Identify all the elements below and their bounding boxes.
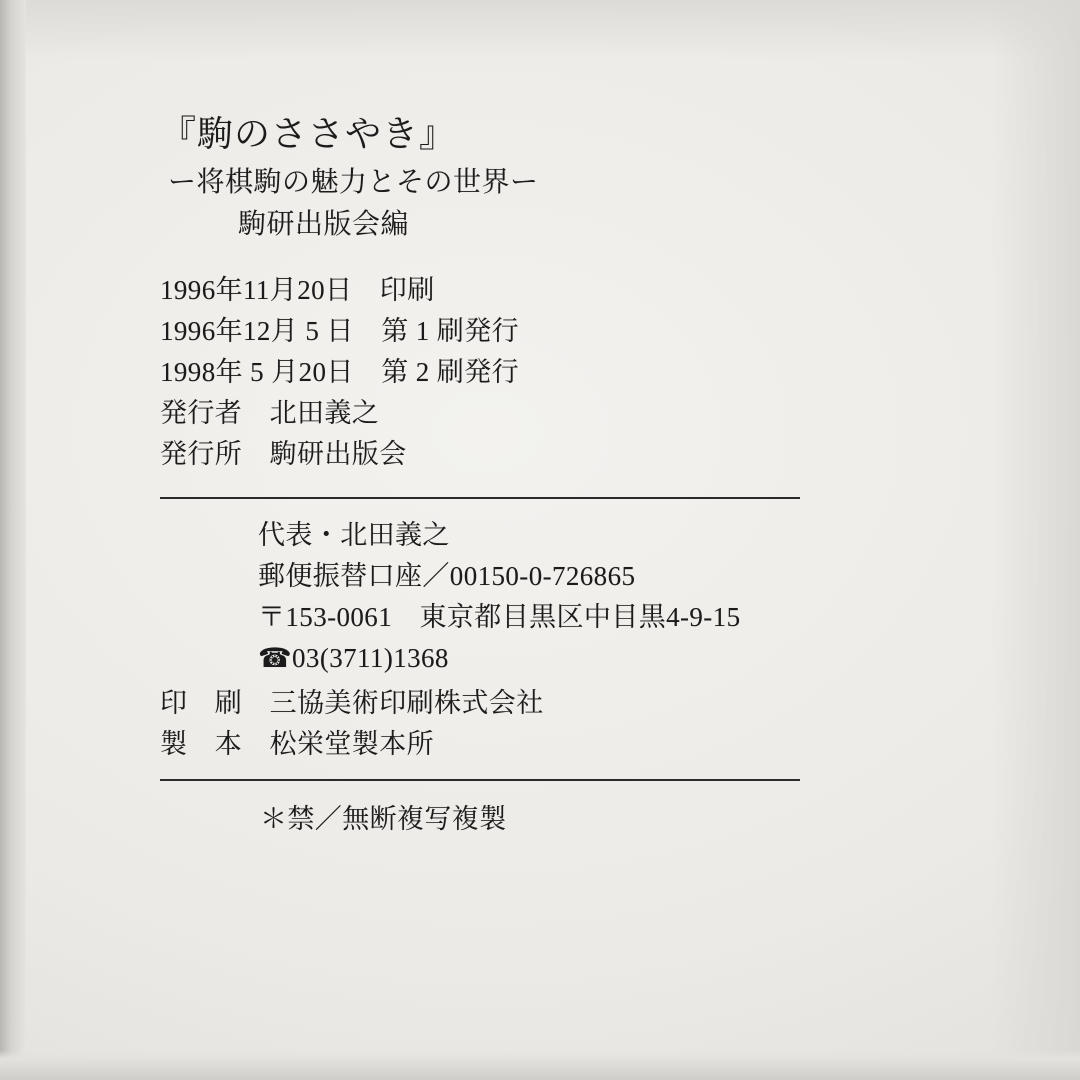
list-item: 発行者 北田義之 xyxy=(160,397,380,428)
list-item: 印 刷 三協美術印刷株式会社 xyxy=(160,688,544,719)
book-subtitle: ー将棋駒の魅力とその世界ー xyxy=(168,167,539,198)
list-item: 1996年11月20日 印刷 xyxy=(160,274,435,305)
book-editor: 駒研出版会編 xyxy=(238,209,410,241)
publisher-contact-list xyxy=(160,515,960,679)
production-info-list xyxy=(160,683,960,765)
list-item: 発行所 駒研出版会 xyxy=(160,438,407,469)
divider-rule-top xyxy=(160,497,800,499)
publication-info-list xyxy=(160,270,960,475)
page-top-shadow xyxy=(0,0,1080,60)
book-title: 『駒のささやき』 xyxy=(160,114,457,154)
list-item: 代表・北田義之 xyxy=(258,519,450,550)
page-right-shadow xyxy=(990,0,1080,1080)
divider-rule-bottom xyxy=(160,779,800,781)
page-left-edge-shadow xyxy=(0,0,26,1080)
list-item: ☎03(3711)1368 xyxy=(258,643,449,674)
copyright-notice: ＊禁／無断複写複製 xyxy=(260,804,507,835)
list-item: 製 本 松栄堂製本所 xyxy=(160,729,434,760)
list-item: 1996年12月 5 日 第 1 刷発行 xyxy=(160,315,519,346)
list-item: 1998年 5 月20日 第 2 刷発行 xyxy=(160,356,519,387)
colophon-block xyxy=(160,112,960,836)
list-item: 郵便振替口座／00150-0-726865 xyxy=(258,560,636,591)
list-item: 〒153-0061 東京都目黒区中目黒4-9-15 xyxy=(258,602,741,632)
page-bottom-edge-shadow xyxy=(0,1050,1080,1080)
